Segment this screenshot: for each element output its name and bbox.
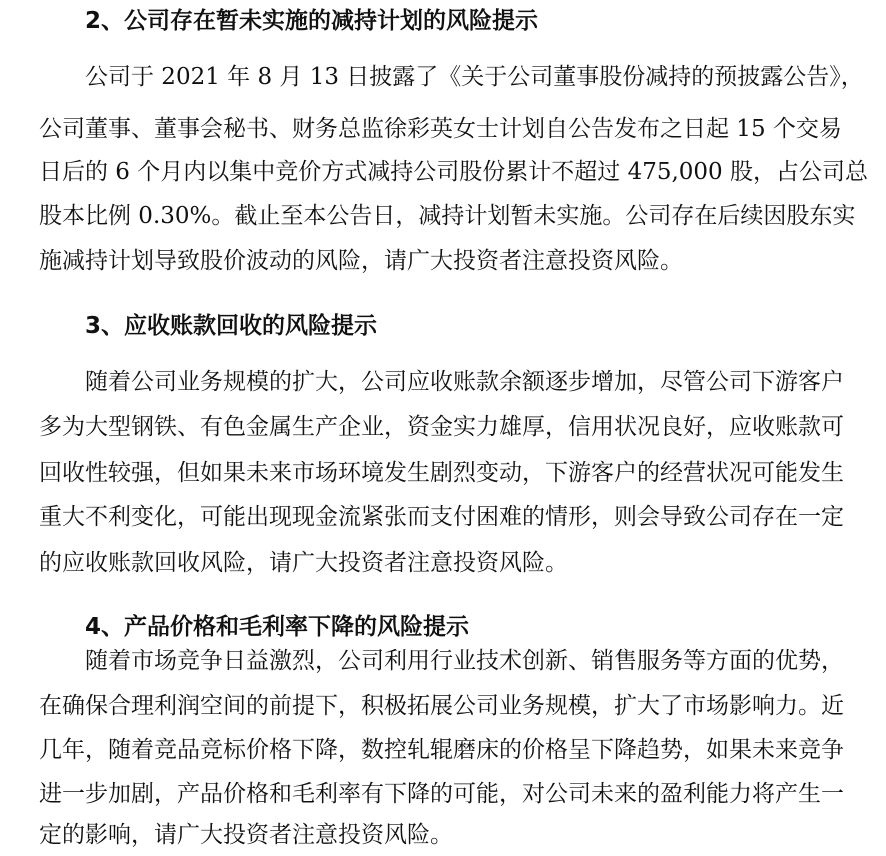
section-heading: 3、应收账款回收的风险提示 — [85, 313, 378, 339]
paragraph-line: 随着公司业务规模的扩大，公司应收账款余额逐步增加，尽管公司下游客户 — [85, 369, 844, 395]
paragraph-line: 的应收账款回收风险，请广大投资者注意投资风险。 — [39, 550, 568, 576]
section-heading: 4、产品价格和毛利率下降的风险提示 — [85, 614, 470, 640]
section-heading: 2、公司存在暂未实施的减持计划的风险提示 — [85, 8, 539, 34]
paragraph-line: 进一步加剧，产品价格和毛利率有下降的可能，对公司未来的盈利能力将产生一 — [39, 781, 844, 807]
paragraph-line: 定的影响，请广大投资者注意投资风险。 — [39, 822, 453, 848]
paragraph-line: 公司于 2021 年 8 月 13 日披露了《关于公司董事股份减持的预披露公告》， — [85, 64, 864, 90]
paragraph-line: 在确保合理利润空间的前提下，积极拓展公司业务规模，扩大了市场影响力。近 — [39, 693, 844, 719]
paragraph-line: 回收性较强，但如果未来市场环境发生剧烈变动，下游客户的经营状况可能发生 — [39, 460, 844, 486]
paragraph-line: 股本比例 0.30%。截止至本公告日，减持计划暂未实施。公司存在后续因股东实 — [39, 203, 856, 229]
paragraph-line: 几年，随着竞品竞标价格下降，数控轧辊磨床的价格呈下降趋势，如果未来竞争 — [39, 737, 844, 763]
paragraph-line: 多为大型钢铁、有色金属生产企业，资金实力雄厚，信用状况良好，应收账款可 — [39, 414, 844, 440]
paragraph-line: 重大不利变化，可能出现现金流紧张而支付困难的情形，则会导致公司存在一定 — [39, 504, 844, 530]
paragraph-line: 施减持计划导致股价波动的风险，请广大投资者注意投资风险。 — [39, 248, 683, 274]
paragraph-line: 随着市场竞争日益激烈，公司利用行业技术创新、销售服务等方面的优势， — [85, 648, 844, 674]
paragraph-line: 公司董事、董事会秘书、财务总监徐彩英女士计划自公告发布之日起 15 个交易 — [39, 116, 842, 142]
paragraph-line: 日后的 6 个月内以集中竞价方式减持公司股份累计不超过 475,000 股，占公司总 — [39, 159, 868, 185]
